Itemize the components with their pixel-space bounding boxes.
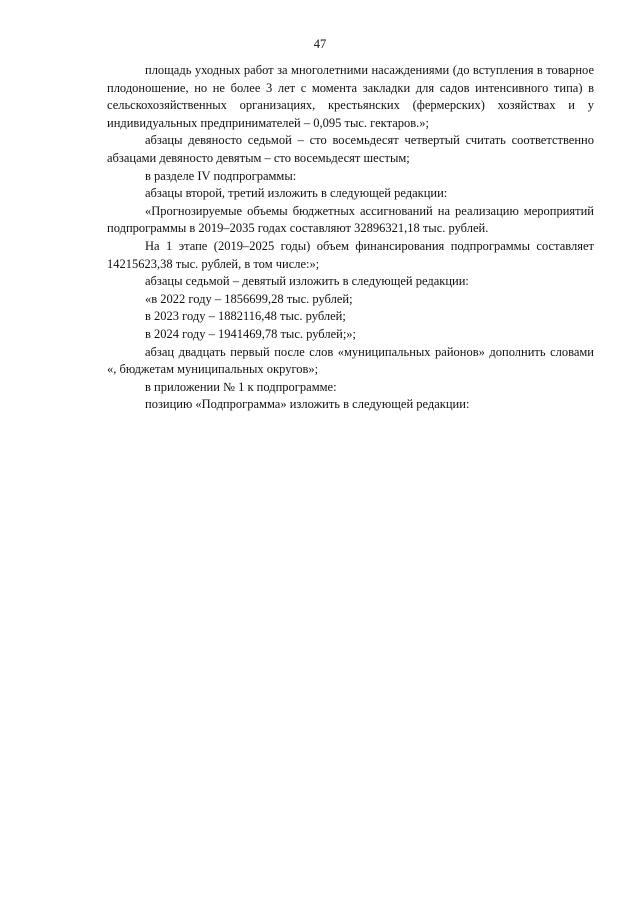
paragraph-5: «Прогнозируемые объемы бюджетных ассигнований на реализацию мероприятий подпрограммы в 2019–2035 годах составляют 32896321,18 тыс. рублей. (107, 203, 594, 236)
paragraph-2: абзацы девяносто седьмой – сто восемьдесят четвертый считать соответственно абзацами девяносто девятым – сто восемьдесят шестым; (107, 133, 594, 165)
paragraph-4: абзацы второй, третий изложить в следующей редакции: (145, 186, 448, 201)
document-body (107, 62, 594, 414)
paragraph-9: в 2023 году – 1882116,48 тыс. рублей; (145, 309, 346, 324)
paragraph-3: в разделе IV подпрограммы: (145, 168, 297, 183)
paragraph-10: в 2024 году – 1941469,78 тыс. рублей;»; (145, 326, 357, 341)
paragraph-1: площадь уходных работ за многолетними насаждениями (до вступления в товарное плодоношение, но не более 3 лет с момента закладки для садов интенсивного типа) в сельскохозяйственных организациях, крестьянских (фермерских) хозяйствах и у индивидуальных предпринимателей – 0,095 тыс. гектаров.»; (107, 63, 594, 130)
paragraph-8: «в 2022 году – 1856699,28 тыс. рублей; (145, 291, 353, 306)
paragraph-7: абзацы седьмой – девятый изложить в следующей редакции: (145, 274, 469, 289)
paragraph-11: абзац двадцать первый после слов «муниципальных районов» дополнить словами «, бюджетам муниципальных округов»; (107, 344, 594, 377)
paragraph-13: позицию «Подпрограмма» изложить в следующей редакции: (145, 397, 470, 412)
paragraph-6: На 1 этапе (2019–2025 годы) объем финансирования подпрограммы составляет 14215623,38 тыс. рублей, в том числе:»; (107, 238, 594, 271)
page-number: 47 (313, 37, 327, 51)
paragraph-12: в приложении № 1 к подпрограмме: (145, 379, 337, 394)
